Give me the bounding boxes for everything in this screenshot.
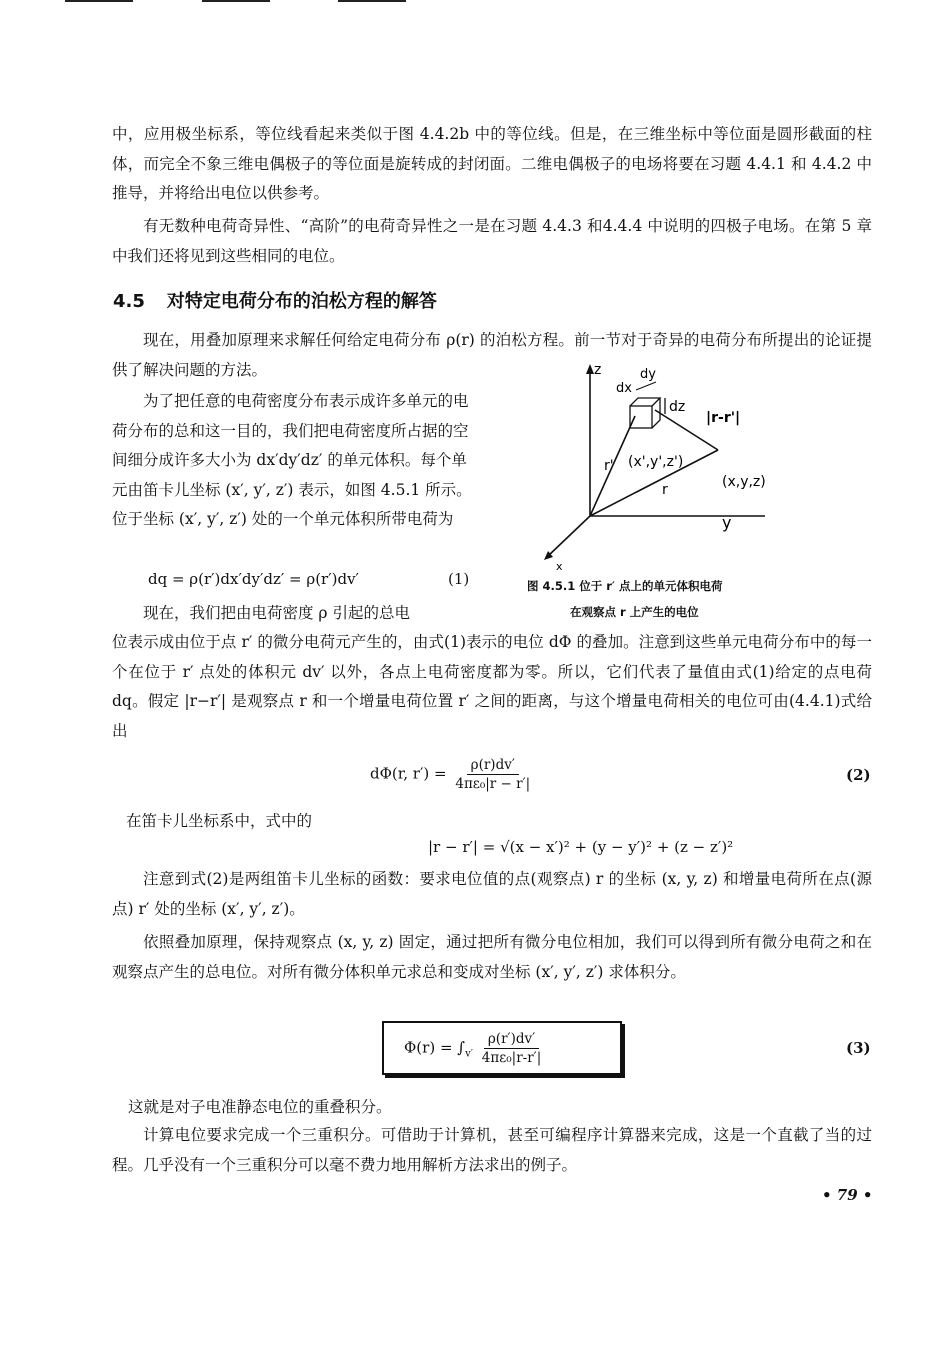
dy-marker — [636, 382, 656, 390]
equation-2-numerator: ρ(r)dv′ — [467, 757, 519, 775]
dz-label: dz — [669, 399, 686, 415]
equation-3-box — [382, 1021, 622, 1075]
page-number: • 79 • — [822, 1186, 873, 1204]
paragraph: 位表示成由位于点 r′ 的微分电荷元产生的，由式(1)表示的电位 dΦ 的叠加。注意到这些单元电荷分布中的每一个在位于 r′ 点处的体积元 dv′ 以外，各点上电荷密度都为零。所以，它们代表了量值由式(1)给定的点电荷 dq。假定 |r−r′| 是观察点 r 和一个增量电荷位置 r′ 之间的距离，与这个增量电荷相关的电位可由(4.4.1)式给出 — [112, 633, 872, 740]
equation-1-number: (1) — [448, 570, 470, 588]
section-number: 4.5 — [113, 291, 145, 312]
equation-1-body: dq = ρ(r′)dx′dy′dz′ = ρ(r′)dv′ — [148, 570, 359, 588]
equation-2-fraction — [451, 757, 534, 792]
equation-3-subscript: v′ — [465, 1048, 474, 1060]
equation-3-denominator: 4πε₀|r-r′| — [481, 1050, 542, 1066]
paragraph: 这就是对子电准静态电位的重叠积分。 — [128, 1098, 392, 1116]
paragraph: 现在，我们把由电荷密度 ρ 引起的总电 — [143, 604, 410, 622]
header-rule — [202, 0, 270, 2]
equation-2 — [370, 757, 534, 792]
paragraph: 在笛卡儿坐标系中，式中的 — [126, 812, 313, 830]
dy-label: dy — [640, 367, 656, 382]
dx-label: dx — [616, 381, 632, 396]
z-label: z — [594, 362, 602, 378]
equation-3-fraction — [478, 1031, 546, 1066]
equation-2-lhs: dΦ(r, r′) = — [370, 764, 447, 783]
figure-caption: 图 4.5.1 位于 r′ 点上的单元体积电荷 — [527, 579, 723, 593]
z-arrow-icon — [586, 364, 594, 374]
r-diff-label: |r-r'| — [706, 410, 741, 426]
r-label: r — [662, 482, 668, 498]
paragraph: 为了把任意的电荷密度分布表示成许多单元的电荷分布的总和这一目的，我们把电荷密度所占据的空间细分成许多大小为 dx′dy′dz′ 的单元体积。每个单元由笛卡儿坐标 (x′, y′, z′) 表示，如图 4.5.1 所示。位于坐标 (x′, y′, z′) 处的一个单元体积所带电荷为 — [112, 392, 472, 528]
section-title: 对特定电荷分布的泊松方程的解答 — [166, 291, 437, 312]
equation-3 — [404, 1031, 545, 1066]
section-heading — [113, 287, 437, 313]
source-point-label: (x',y',z') — [628, 454, 684, 470]
distance-formula: |r − r′| = √(x − x′)² + (y − y′)² + (z − z′)² — [428, 838, 734, 856]
header-rule — [338, 0, 406, 2]
paragraph: 注意到式(2)是两组笛卡儿坐标的函数：要求电位值的点(观察点) r 的坐标 (x, y, z) 和增量电荷所在点(源点) r′ 处的坐标 (x′, y′, z′)。 — [112, 870, 872, 918]
header-rule — [65, 0, 133, 2]
equation-3-lhs: Φ(r) = ∫ — [404, 1038, 466, 1057]
paragraph: 现在，用叠加原理来求解任何给定电荷分布 ρ(r) 的泊松方程。前一节对于奇异的电荷分布所提出的论证提供了解决问题的方法。 — [112, 331, 872, 379]
observation-point-label: (x,y,z) — [722, 474, 766, 490]
cube-front — [630, 406, 652, 428]
r-prime-label: r' — [604, 458, 614, 474]
cube-top — [630, 398, 660, 406]
x-axis — [548, 516, 590, 556]
figure-caption: 在观察点 r 上产生的电位 — [570, 605, 699, 619]
equation-2-denominator: 4πε₀|r − r′| — [455, 776, 531, 792]
paragraph: 中，应用极坐标系，等位线看起来类似于图 4.4.2b 中的等位线。但是，在三维坐标中等位面是圆形截面的柱体，而完全不象三维电偶极子的等位面是旋转成的封闭面。二维电偶极子的电场将要在习题 4.4.1 和 4.4.2 中推导，并将给出电位以供参考。 — [112, 125, 872, 202]
figure-4-5-1 — [530, 358, 790, 573]
paragraph: 计算电位要求完成一个三重积分。可借助于计算机，甚至可编程序计算器来完成，这是一个直截了当的过程。几乎没有一个三重积分可以毫不费力地用解析方法求出的例子。 — [112, 1126, 872, 1174]
paragraph: 有无数种电荷奇异性、“高阶”的电荷奇异性之一是在习题 4.4.3 和4.4.4 中说明的四极子电场。在第 5 章中我们还将见到这些相同的电位。 — [112, 217, 872, 265]
equation-3-numerator: ρ(r′)dv′ — [484, 1031, 539, 1049]
equation-2-number: (2) — [846, 766, 871, 784]
equation-3-number: (3) — [846, 1039, 871, 1057]
volume-element — [630, 398, 660, 428]
equation-1 — [148, 570, 470, 588]
paragraph: 依照叠加原理，保持观察点 (x, y, z) 固定，通过把所有微分电位相加，我们可以得到所有微分电荷之和在观察点产生的总电位。对所有微分体积单元求总和变成对坐标 (x′, y′, z′) 求体积分。 — [112, 933, 872, 981]
y-label: y — [722, 513, 732, 532]
x-label: x — [556, 560, 563, 573]
